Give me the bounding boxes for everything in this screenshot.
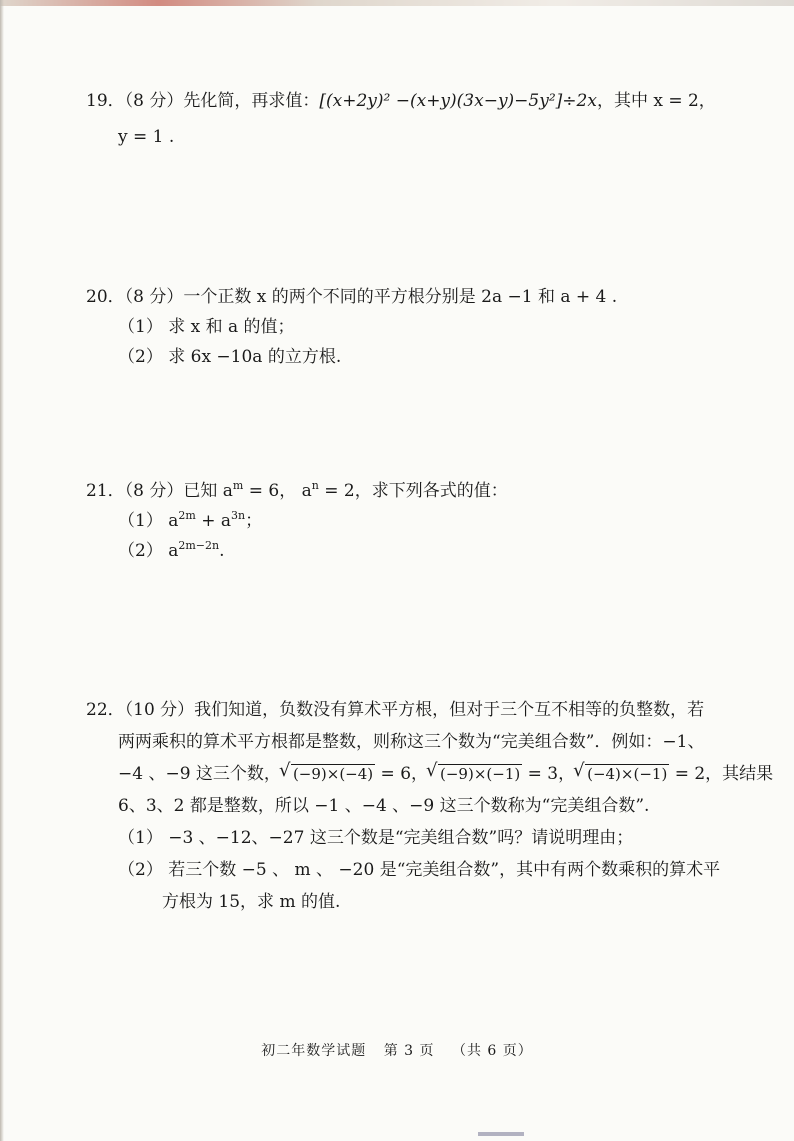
page-footer (0, 1040, 794, 1060)
q19-condition: ，其中 x = 2， (596, 91, 716, 111)
sqrt-expression-2 (428, 758, 522, 790)
q21-p2-exp: 2m−2n (178, 539, 220, 552)
q22-line4: 6、3、2 都是整数，所以 −1 、−4 、−9 这三个数称为“完美组合数”. (118, 796, 650, 816)
result-3: = 2，其结果 (669, 764, 774, 784)
q20-part2: （2） 求 6x −10a 的立方根. (118, 347, 342, 367)
page-left-edge (0, 0, 4, 1141)
q21-p1-label: （1） a (118, 511, 179, 531)
q21-part1 (86, 506, 726, 536)
question-19 (86, 86, 726, 152)
q21-part2 (86, 536, 726, 566)
question-22 (86, 694, 774, 918)
q22-line3-text: −4 、−9 这三个数， (118, 764, 281, 784)
result-2: = 3， (522, 764, 576, 784)
footer-title: 初二年数学试题 (261, 1043, 367, 1059)
q21-p2-label: （2） a (118, 541, 179, 561)
q22-line2: 两两乘积的算术平方根都是整数，则称这三个数为“完美组合数”．例如：−1、 (118, 732, 705, 752)
q21-p2-end: . (219, 541, 225, 561)
q21-p1-mid: + a (195, 511, 231, 531)
q22-part1: （1） −3 、−12、−27 这三个数是“完美组合数”吗？请说明理由； (118, 828, 634, 848)
q21-p1-exp2: 3n (230, 509, 246, 522)
q22-part2-line2: 方根为 15，求 m 的值. (162, 892, 341, 912)
q21-exp-m: m (232, 479, 244, 492)
q19-line2: y = 1 . (118, 127, 175, 147)
question-20 (86, 282, 726, 372)
q21-stem-text-c: = 2，求下列各式的值： (318, 481, 508, 501)
q22-line1: 22．（10 分）我们知道，负数没有算术平方根，但对于三个互不相等的负整数，若 (86, 700, 705, 720)
radicand-1: (−9)×(−4) (292, 765, 374, 783)
q21-exp-n: n (311, 479, 319, 492)
q21-p1-end: ； (245, 511, 263, 531)
sqrt-expression-1 (281, 758, 375, 790)
q20-part1: （1） 求 x 和 a 的值； (118, 317, 295, 337)
q19-line1 (86, 86, 726, 116)
sqrt-expression-3 (575, 758, 669, 790)
q21-stem (86, 476, 726, 506)
radicand-2: (−9)×(−1) (440, 765, 521, 783)
q21-stem-text-a: 21．（8 分）已知 a (86, 481, 233, 501)
q21-stem-text-b: = 6， a (243, 481, 312, 501)
radicand-3: (−4)×(−1) (587, 765, 668, 783)
footer-total-pages: （共 6 页） (451, 1043, 533, 1059)
q22-part2-line1: （2） 若三个数 −5 、 m 、 −20 是“完美组合数”，其中有两个数乘积的算术平 (118, 860, 721, 880)
q22-line3 (86, 758, 774, 790)
q19-number: 19．（8 分）先化简，再求值： (86, 91, 320, 111)
q20-stem: 20．（8 分）一个正数 x 的两个不同的平方根分别是 2a −1 和 a + 4 . (86, 287, 618, 307)
page-bottom-mark (478, 1132, 524, 1136)
q21-p1-exp1: 2m (178, 509, 196, 522)
page-top-edge (0, 0, 794, 6)
result-1: = 6， (375, 764, 429, 784)
question-21 (86, 476, 726, 566)
q19-expression: [(x+2y)² −(x+y)(3x−y)−5y²]÷2x (319, 91, 597, 111)
footer-page-number: 第 3 页 (383, 1043, 435, 1059)
